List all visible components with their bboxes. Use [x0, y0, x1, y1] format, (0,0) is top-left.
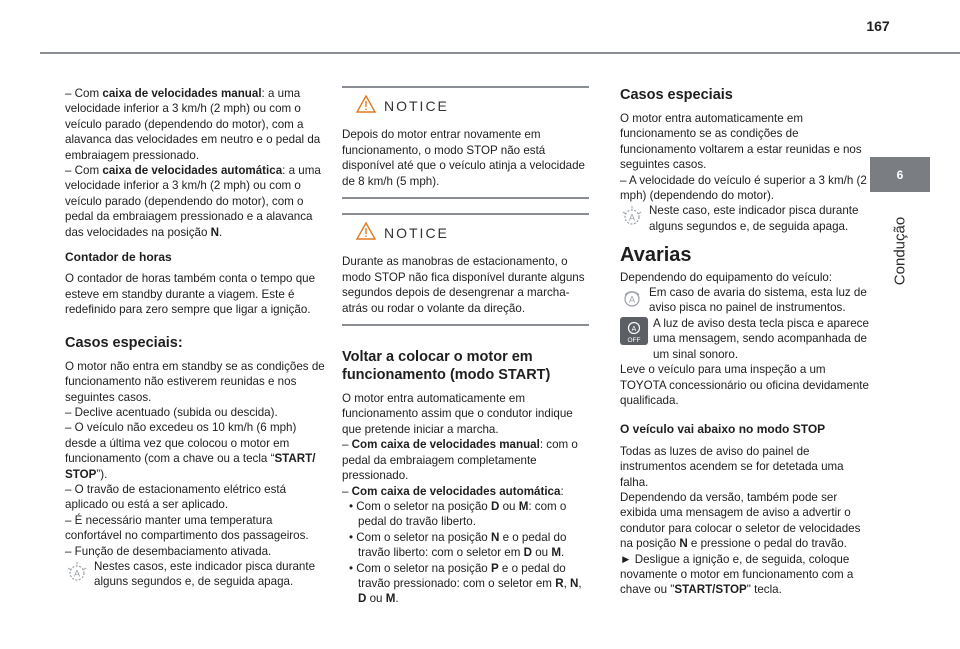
sub-list-item: • Com o seletor na posição P e o pedal do travão pressionado: com o seletor em R, N, D ou M. [349, 561, 582, 606]
auto-stop-indicator-icon [65, 560, 89, 584]
paragraph-automatic: – Com caixa de velocidades automática: a uma velocidade inferior a 3 km/h (2 mph) ou com o veículo parado (dependendo do motor), com o pedal da embraiagem pressionado e a alavanca das velocidades na posição N. [65, 164, 321, 239]
paragraph-off-key: A OFF A luz de aviso desta tecla pisca e aparece uma mensagem, sendo acompanhada de um sinal sonoro. [620, 316, 873, 362]
column-left [65, 86, 327, 590]
notice-text: Durante as manobras de estacionamento, o modo STOP não fica disponível durante alguns segundos depois de desengrenar a marcha-atrás ou rodar o volante da direção. [342, 255, 585, 315]
list-item: – A velocidade do veículo é superior a 3 km/h (2 mph) (dependendo do motor). [620, 173, 867, 203]
notice-text: Depois do motor entrar novamente em funcionamento, o modo STOP não está disponível até que o veículo atinja a velocidade de 8 km/h (5 mph). [342, 128, 585, 188]
paragraph-indicator: A Nestes casos, este indicador pisca durante alguns segundos e, de seguida apaga. [65, 559, 327, 590]
heading-stop-mode: O veículo vai abaixo no modo STOP [620, 422, 826, 437]
top-rule [40, 52, 960, 54]
page-number: 167 [866, 18, 890, 34]
paragraph-stop: Todas as luzes de aviso do painel de instrumentos acendem se for detetada uma falha. [620, 444, 844, 489]
paragraph-voltar: O motor entra automaticamente em funcionamento assim que o condutor indique que pretende iniciar a marcha. [342, 392, 573, 436]
sub-list-item: • Com o seletor na posição N e o pedal do travão liberto: com o seletor em D ou M. [349, 530, 567, 560]
paragraph-casos-intro: O motor não entra em standby se as condições de funcionamento não estiverem reunidas e nos seguintes casos. [65, 359, 325, 404]
svg-text:A: A [73, 568, 81, 579]
notice-box [342, 213, 589, 326]
heading-contador: Contador de horas [65, 250, 172, 265]
list-item: – Com caixa de velocidades manual: com o pedal da embraiagem completamente pressionado. [342, 438, 578, 483]
warning-triangle-icon [342, 222, 384, 244]
list-item: – Declive acentuado (subida ou descida). [65, 405, 278, 419]
heading-casos-especiais: Casos especiais [620, 87, 733, 103]
list-item: – Função de desembaciamento ativada. [65, 544, 272, 558]
notice-title: NOTICE [384, 224, 449, 241]
svg-text:A: A [628, 294, 636, 305]
paragraph-manual: – Com caixa de velocidades manual: a uma velocidade inferior a 3 km/h (2 mph) ou com o veículo parado (dependendo do motor), com a alavanca das velocidades em neutro e o pedal da embraiagem pressionado. [65, 87, 321, 162]
paragraph-action: ► Desligue a ignição e, de seguida, coloque novamente o motor em funcionamento com a chave ou "START/STOP" tecla. [620, 552, 854, 597]
paragraph-avaria: A Em caso de avaria do sistema, esta luz de aviso pisca no painel de instrumentos. [620, 285, 873, 316]
list-item: – Com caixa de velocidades automática: [342, 484, 564, 498]
paragraph-contador: O contador de horas também conta o tempo que esteve em standby durante a viagem. Este é redefinido para zero sempre que ligar a ignição. [65, 272, 316, 317]
column-right [620, 86, 873, 598]
column-middle [342, 86, 589, 607]
warning-triangle-icon [342, 95, 384, 117]
svg-text:A: A [628, 212, 636, 223]
chapter-title-text: Condução [891, 216, 909, 286]
paragraph-casos: O motor entra automaticamente em funcionamento se as condições de funcionamento voltarem a estar reunidas e nos seguintes casos. [620, 112, 862, 172]
paragraph-equipamento: Dependendo do equipamento do veículo: [620, 270, 833, 284]
auto-stop-warning-icon [620, 286, 644, 310]
heading-voltar: Voltar a colocar o motor em funcionamento (modo START) [342, 349, 551, 384]
heading-avarias: Avarias [620, 244, 692, 267]
list-item: – É necessário manter uma temperatura confortável no compartimento dos passageiros. [65, 513, 309, 543]
notice-box [342, 86, 589, 199]
chapter-title [893, 201, 907, 301]
list-item: – O travão de estacionamento elétrico está aplicado ou está a ser aplicado. [65, 482, 287, 512]
notice-title: NOTICE [384, 97, 449, 114]
svg-text:OFF: OFF [627, 336, 641, 344]
paragraph-versao: Dependendo da versão, também pode ser exibida uma mensagem de aviso a advertir o condutor para colocar o seletor de velocidades na posição N e pressione o pedal do travão. [620, 490, 861, 551]
chapter-tab[interactable]: 6 [870, 157, 930, 192]
paragraph-toyota: Leve o veículo para uma inspeção a um TOYOTA concessionário ou oficina devidamente qualificada. [620, 363, 869, 407]
auto-stop-indicator-icon [620, 204, 644, 228]
auto-stop-off-key-icon [620, 317, 648, 349]
list-item: – O veículo não excedeu os 10 km/h (6 mph) desde a última vez que colocou o motor em funcionamento (com a chave ou a tecla “START/ STOP”). [65, 421, 316, 481]
svg-text:A: A [631, 325, 637, 333]
paragraph-indicator: A Neste caso, este indicador pisca durante alguns segundos e, de seguida apaga. [620, 203, 873, 234]
heading-casos-especiais: Casos especiais: [65, 334, 183, 351]
sub-list-item: • Com o seletor na posição D ou M: com o pedal do travão liberto. [349, 499, 567, 529]
